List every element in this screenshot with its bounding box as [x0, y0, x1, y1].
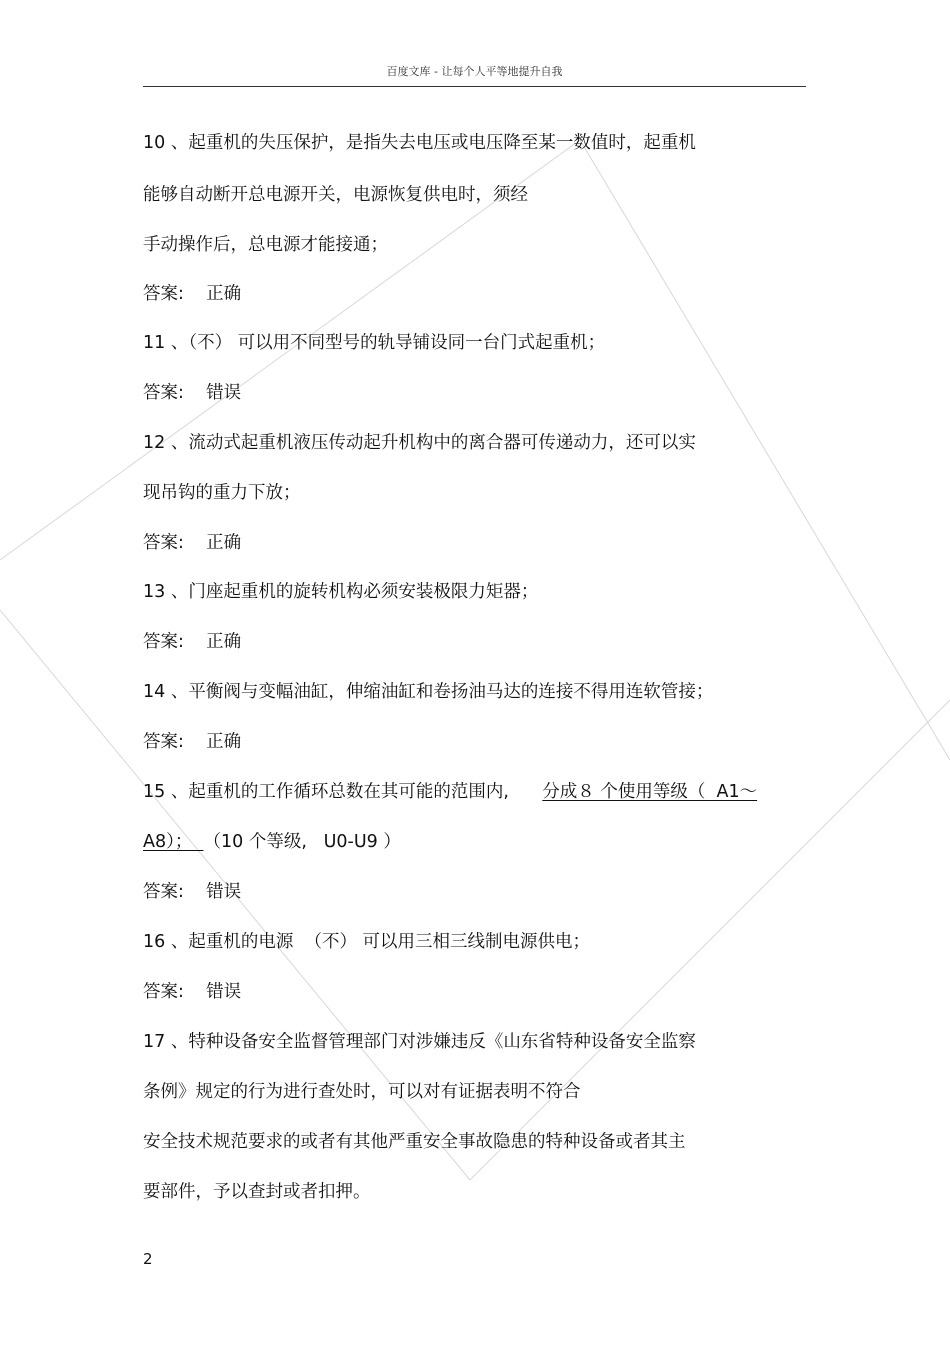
- text-line: 12 、流动式起重机液压传动起升机构中的离合器可传递动力，还可以实: [143, 433, 696, 453]
- q15-underlined-text: A8）；: [143, 832, 204, 852]
- answer-line: 答案: 正确: [143, 284, 242, 304]
- text-line: 要部件，予以查封或者扣押。: [143, 1182, 371, 1202]
- answer-line: 答案: 正确: [143, 732, 242, 752]
- text-line: 手动操作后，总电源才能接通；: [143, 235, 388, 255]
- answer-line: 答案: 错误: [143, 982, 242, 1002]
- q15-text: 15 、起重机的工作循环总数在其可能的范围内,: [143, 782, 543, 802]
- text-line: 17 、特种设备安全监督管理部门对涉嫌违反《山东省特种设备安全监察: [143, 1032, 696, 1052]
- q15-text: （10 个等级, U0-U9 ）: [203, 832, 401, 852]
- text-line: 16 、起重机的电源 （不） 可以用三相三线制电源供电；: [143, 932, 591, 952]
- question-15-line-1: [143, 780, 757, 804]
- page-header: 百度文库 - 让每个人平等地提升自我: [143, 62, 806, 87]
- text-line: 10 、起重机的失压保护，是指失去电压或电压降至某一数值时，起重机: [143, 133, 696, 153]
- answer-line: 答案: 错误: [143, 383, 242, 403]
- text-line: 13 、门座起重机的旋转机构必须安装极限力矩器；: [143, 582, 539, 602]
- text-line: 安全技术规范要求的或者有其他严重安全事故隐患的特种设备或者其主: [143, 1132, 686, 1152]
- question-15-line-2: [143, 830, 401, 854]
- answer-line: 答案: 正确: [143, 533, 242, 553]
- page-number: 2: [143, 1250, 153, 1268]
- answer-line: 答案: 错误: [143, 882, 242, 902]
- text-line: 14 、平衡阀与变幅油缸，伸缩油缸和卷扬油马达的连接不得用连软管接；: [143, 682, 714, 702]
- text-line: 现吊钩的重力下放；: [143, 483, 301, 503]
- answer-line: 答案: 正确: [143, 632, 242, 652]
- q15-underlined-text: 分成８ 个使用等级（ A1～: [542, 782, 758, 802]
- text-line: 条例》规定的行为进行查处时，可以对有证据表明不符合: [143, 1082, 581, 1102]
- text-line: 11 、（不） 可以用不同型号的轨导铺设同一台门式起重机；: [143, 333, 606, 353]
- text-line: 能够自动断开总电源开关，电源恢复供电时，须经: [143, 185, 528, 205]
